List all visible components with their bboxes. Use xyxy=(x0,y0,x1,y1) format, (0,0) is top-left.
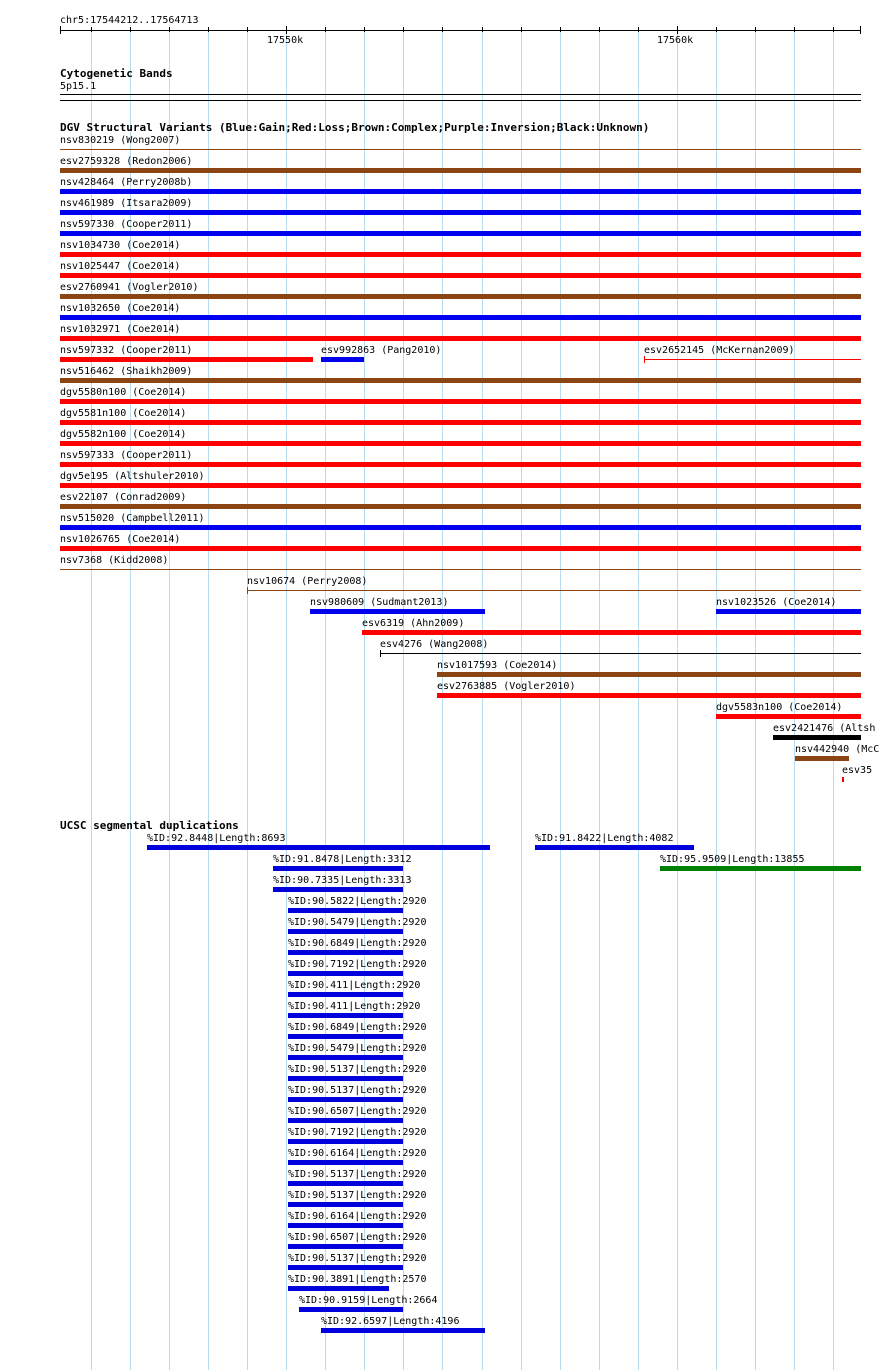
segdup-feature-bar[interactable] xyxy=(288,1244,403,1249)
ruler-tick xyxy=(325,27,326,32)
dgv-feature-bar[interactable] xyxy=(437,672,861,677)
segdup-feature-bar[interactable] xyxy=(288,1055,403,1060)
cytoband-track-title: Cytogenetic Bands xyxy=(60,67,173,80)
dgv-feature-bar[interactable] xyxy=(795,756,849,761)
dgv-feature-label[interactable]: nsv1034730 (Coe2014) xyxy=(60,240,181,251)
segdup-feature-bar[interactable] xyxy=(288,1202,403,1207)
dgv-track-title: DGV Structural Variants (Blue:Gain;Red:Loss;Brown:Complex;Purple:Inversion;Black:Unknown) xyxy=(60,121,650,134)
dgv-feature-bar[interactable] xyxy=(60,294,861,299)
cytoband-bar-bottom xyxy=(60,100,861,101)
segdup-feature-bar[interactable] xyxy=(273,887,403,892)
dgv-feature-start-cap xyxy=(247,587,248,594)
dgv-feature-bar[interactable] xyxy=(310,609,485,614)
dgv-feature-label[interactable]: nsv516462 (Shaikh2009) xyxy=(60,366,193,377)
dgv-feature-bar[interactable] xyxy=(60,231,861,236)
segdup-track-title: UCSC segmental duplications xyxy=(60,819,239,832)
dgv-feature-label[interactable]: nsv442940 (McC xyxy=(795,744,880,755)
segdup-feature-bar[interactable] xyxy=(321,1328,485,1333)
dgv-feature-label[interactable]: nsv1026765 (Coe2014) xyxy=(60,534,181,545)
dgv-feature-label[interactable]: dgv5581n100 (Coe2014) xyxy=(60,408,187,419)
dgv-feature-label[interactable]: nsv1017593 (Coe2014) xyxy=(437,660,558,671)
dgv-feature-bar[interactable] xyxy=(60,441,861,446)
segdup-feature-label[interactable]: %ID:90.6507|Length:2920 xyxy=(288,1106,427,1117)
ruler-tick xyxy=(169,27,170,32)
dgv-feature-bar[interactable] xyxy=(60,189,861,194)
segdup-feature-bar[interactable] xyxy=(288,1118,403,1123)
segdup-feature-label[interactable]: %ID:90.411|Length:2920 xyxy=(288,980,421,991)
segdup-feature-label[interactable]: %ID:90.5479|Length:2920 xyxy=(288,1043,427,1054)
dgv-feature-bar[interactable] xyxy=(60,378,861,383)
segdup-feature-label[interactable]: %ID:90.7335|Length:3313 xyxy=(273,875,412,886)
segdup-feature-label[interactable]: %ID:90.5137|Length:2920 xyxy=(288,1253,427,1264)
dgv-feature-bar[interactable] xyxy=(716,609,861,614)
segdup-feature-bar[interactable] xyxy=(288,1097,403,1102)
segdup-feature-label[interactable]: %ID:90.5822|Length:2920 xyxy=(288,896,427,907)
dgv-feature-bar[interactable] xyxy=(60,420,861,425)
segdup-feature-label[interactable]: %ID:90.7192|Length:2920 xyxy=(288,959,427,970)
segdup-feature-bar[interactable] xyxy=(288,908,403,913)
ruler-tick xyxy=(482,27,483,32)
dgv-feature-label[interactable]: nsv597332 (Cooper2011) xyxy=(60,345,193,356)
ruler-tick xyxy=(794,27,795,32)
segdup-feature-bar[interactable] xyxy=(299,1307,403,1312)
segdup-feature-label[interactable]: %ID:91.8478|Length:3312 xyxy=(273,854,412,865)
dgv-feature-bar[interactable] xyxy=(380,653,861,654)
segdup-feature-label[interactable]: %ID:92.8448|Length:8693 xyxy=(147,833,286,844)
dgv-feature-bar[interactable] xyxy=(247,590,861,591)
dgv-feature-bar[interactable] xyxy=(437,693,861,698)
dgv-feature-bar[interactable] xyxy=(716,714,861,719)
ruler-tick xyxy=(286,26,287,34)
dgv-feature-bar[interactable] xyxy=(60,525,861,530)
segdup-feature-bar[interactable] xyxy=(288,1013,403,1018)
dgv-feature-label[interactable]: nsv1032650 (Coe2014) xyxy=(60,303,181,314)
dgv-feature-bar[interactable] xyxy=(60,168,861,173)
ruler-tick xyxy=(403,27,404,32)
dgv-feature-bar[interactable] xyxy=(60,336,861,341)
segdup-feature-label[interactable]: %ID:90.6507|Length:2920 xyxy=(288,1232,427,1243)
ruler-tick xyxy=(208,27,209,32)
segdup-feature-label[interactable]: %ID:90.5479|Length:2920 xyxy=(288,917,427,928)
segdup-feature-bar[interactable] xyxy=(288,1160,403,1165)
dgv-feature-start-cap xyxy=(380,650,381,657)
dgv-feature-label[interactable]: nsv1023526 (Coe2014) xyxy=(716,597,837,608)
ruler-tick xyxy=(247,27,248,32)
dgv-feature-bar[interactable] xyxy=(60,546,861,551)
segdup-feature-bar[interactable] xyxy=(288,1223,403,1228)
segdup-feature-bar[interactable] xyxy=(288,1286,389,1291)
ruler-tick xyxy=(833,27,834,32)
segdup-feature-label[interactable]: %ID:90.9159|Length:2664 xyxy=(299,1295,438,1306)
dgv-feature-bar[interactable] xyxy=(773,735,861,740)
segdup-feature-label[interactable]: %ID:92.6597|Length:4196 xyxy=(321,1316,460,1327)
segdup-feature-bar[interactable] xyxy=(288,1181,403,1186)
dgv-feature-label[interactable]: esv2421476 (Altsh xyxy=(773,723,876,734)
ruler-tick xyxy=(599,27,600,32)
ruler-tick xyxy=(442,27,443,32)
ruler-tick xyxy=(677,26,678,34)
dgv-feature-label[interactable]: nsv1032971 (Coe2014) xyxy=(60,324,181,335)
ruler-tick xyxy=(716,27,717,32)
dgv-feature-label[interactable]: esv2760941 (Vogler2010) xyxy=(60,282,199,293)
dgv-feature-bar[interactable] xyxy=(842,777,844,782)
dgv-feature-label[interactable]: esv2652145 (McKernan2009) xyxy=(644,345,795,356)
ruler-tick xyxy=(364,27,365,32)
dgv-feature-label[interactable]: nsv7368 (Kidd2008) xyxy=(60,555,169,566)
dgv-feature-label[interactable]: nsv1025447 (Coe2014) xyxy=(60,261,181,272)
ruler-axis-line xyxy=(60,30,861,31)
ruler-tick-label: 17550k xyxy=(267,35,304,46)
segdup-feature-bar[interactable] xyxy=(288,1265,403,1270)
segdup-feature-bar[interactable] xyxy=(660,866,861,871)
dgv-feature-label[interactable]: esv4276 (Wang2008) xyxy=(380,639,489,650)
dgv-feature-bar[interactable] xyxy=(644,359,861,360)
dgv-feature-bar[interactable] xyxy=(60,252,861,257)
segdup-feature-bar[interactable] xyxy=(273,866,403,871)
segdup-feature-label[interactable]: %ID:90.5137|Length:2920 xyxy=(288,1169,427,1180)
segdup-feature-bar[interactable] xyxy=(288,950,403,955)
cytoband-bar-top xyxy=(60,94,861,95)
dgv-feature-bar[interactable] xyxy=(321,357,364,362)
dgv-feature-label[interactable]: dgv5580n100 (Coe2014) xyxy=(60,387,187,398)
segdup-feature-bar[interactable] xyxy=(288,929,403,934)
segdup-feature-label[interactable]: %ID:95.9509|Length:13855 xyxy=(660,854,805,865)
dgv-feature-bar[interactable] xyxy=(60,504,861,509)
segdup-feature-label[interactable]: %ID:90.7192|Length:2920 xyxy=(288,1127,427,1138)
dgv-feature-bar[interactable] xyxy=(60,483,861,488)
ruler-tick xyxy=(130,27,131,32)
dgv-feature-label[interactable]: esv2759328 (Redon2006) xyxy=(60,156,193,167)
dgv-feature-label[interactable]: nsv515020 (Campbell2011) xyxy=(60,513,205,524)
segdup-feature-bar[interactable] xyxy=(535,845,694,850)
segdup-feature-bar[interactable] xyxy=(288,971,403,976)
dgv-feature-start-cap xyxy=(644,356,645,363)
ruler-tick xyxy=(638,27,639,32)
dgv-feature-bar[interactable] xyxy=(60,210,861,215)
dgv-feature-bar[interactable] xyxy=(60,569,861,570)
dgv-feature-bar[interactable] xyxy=(60,315,861,320)
segdup-feature-label[interactable]: %ID:90.411|Length:2920 xyxy=(288,1001,421,1012)
segdup-feature-label[interactable]: %ID:90.6164|Length:2920 xyxy=(288,1211,427,1222)
segdup-feature-bar[interactable] xyxy=(147,845,490,850)
cytoband-label[interactable]: 5p15.1 xyxy=(60,81,97,92)
dgv-feature-label[interactable]: nsv597330 (Cooper2011) xyxy=(60,219,193,230)
ruler-end-right xyxy=(860,26,861,34)
dgv-feature-label[interactable]: nsv428464 (Perry2008b) xyxy=(60,177,193,188)
dgv-feature-bar[interactable] xyxy=(60,399,861,404)
dgv-feature-bar[interactable] xyxy=(60,462,861,467)
segdup-feature-bar[interactable] xyxy=(288,992,403,997)
dgv-feature-label[interactable]: esv2763885 (Vogler2010) xyxy=(437,681,576,692)
dgv-feature-label[interactable]: dgv5582n100 (Coe2014) xyxy=(60,429,187,440)
ruler-tick-label: 17560k xyxy=(657,35,694,46)
dgv-feature-label[interactable]: nsv830219 (Wong2007) xyxy=(60,135,181,146)
dgv-feature-bar[interactable] xyxy=(60,149,861,150)
dgv-feature-label[interactable]: dgv5e195 (Altshuler2010) xyxy=(60,471,205,482)
ruler-tick xyxy=(755,27,756,32)
segdup-feature-label[interactable]: %ID:90.6849|Length:2920 xyxy=(288,938,427,949)
segdup-feature-label[interactable]: %ID:90.5137|Length:2920 xyxy=(288,1064,427,1075)
segdup-feature-label[interactable]: %ID:91.8422|Length:4082 xyxy=(535,833,674,844)
dgv-feature-label[interactable]: esv6319 (Ahn2009) xyxy=(362,618,465,629)
dgv-feature-label[interactable]: esv992863 (Pang2010) xyxy=(321,345,442,356)
dgv-feature-label[interactable]: esv35 xyxy=(842,765,873,776)
segdup-feature-label[interactable]: %ID:90.6849|Length:2920 xyxy=(288,1022,427,1033)
dgv-feature-bar[interactable] xyxy=(60,357,313,362)
segdup-feature-bar[interactable] xyxy=(288,1139,403,1144)
dgv-feature-label[interactable]: nsv597333 (Cooper2011) xyxy=(60,450,193,461)
segdup-feature-label[interactable]: %ID:90.5137|Length:2920 xyxy=(288,1085,427,1096)
ruler-end-left xyxy=(60,26,61,34)
ruler-tick xyxy=(91,27,92,32)
segdup-feature-bar[interactable] xyxy=(288,1076,403,1081)
ruler-tick xyxy=(521,27,522,32)
ruler-tick xyxy=(560,27,561,32)
dgv-feature-label[interactable]: dgv5583n100 (Coe2014) xyxy=(716,702,843,713)
segdup-feature-label[interactable]: %ID:90.5137|Length:2920 xyxy=(288,1190,427,1201)
dgv-feature-label[interactable]: nsv980609 (Sudmant2013) xyxy=(310,597,449,608)
segdup-feature-bar[interactable] xyxy=(288,1034,403,1039)
ruler-location-label: chr5:17544212..17564713 xyxy=(60,15,199,26)
segdup-feature-label[interactable]: %ID:90.3891|Length:2570 xyxy=(288,1274,427,1285)
dgv-feature-bar[interactable] xyxy=(60,273,861,278)
dgv-feature-bar[interactable] xyxy=(362,630,861,635)
segdup-feature-label[interactable]: %ID:90.6164|Length:2920 xyxy=(288,1148,427,1159)
dgv-feature-label[interactable]: nsv461989 (Itsara2009) xyxy=(60,198,193,209)
dgv-feature-label[interactable]: nsv10674 (Perry2008) xyxy=(247,576,368,587)
dgv-feature-label[interactable]: esv22107 (Conrad2009) xyxy=(60,492,187,503)
